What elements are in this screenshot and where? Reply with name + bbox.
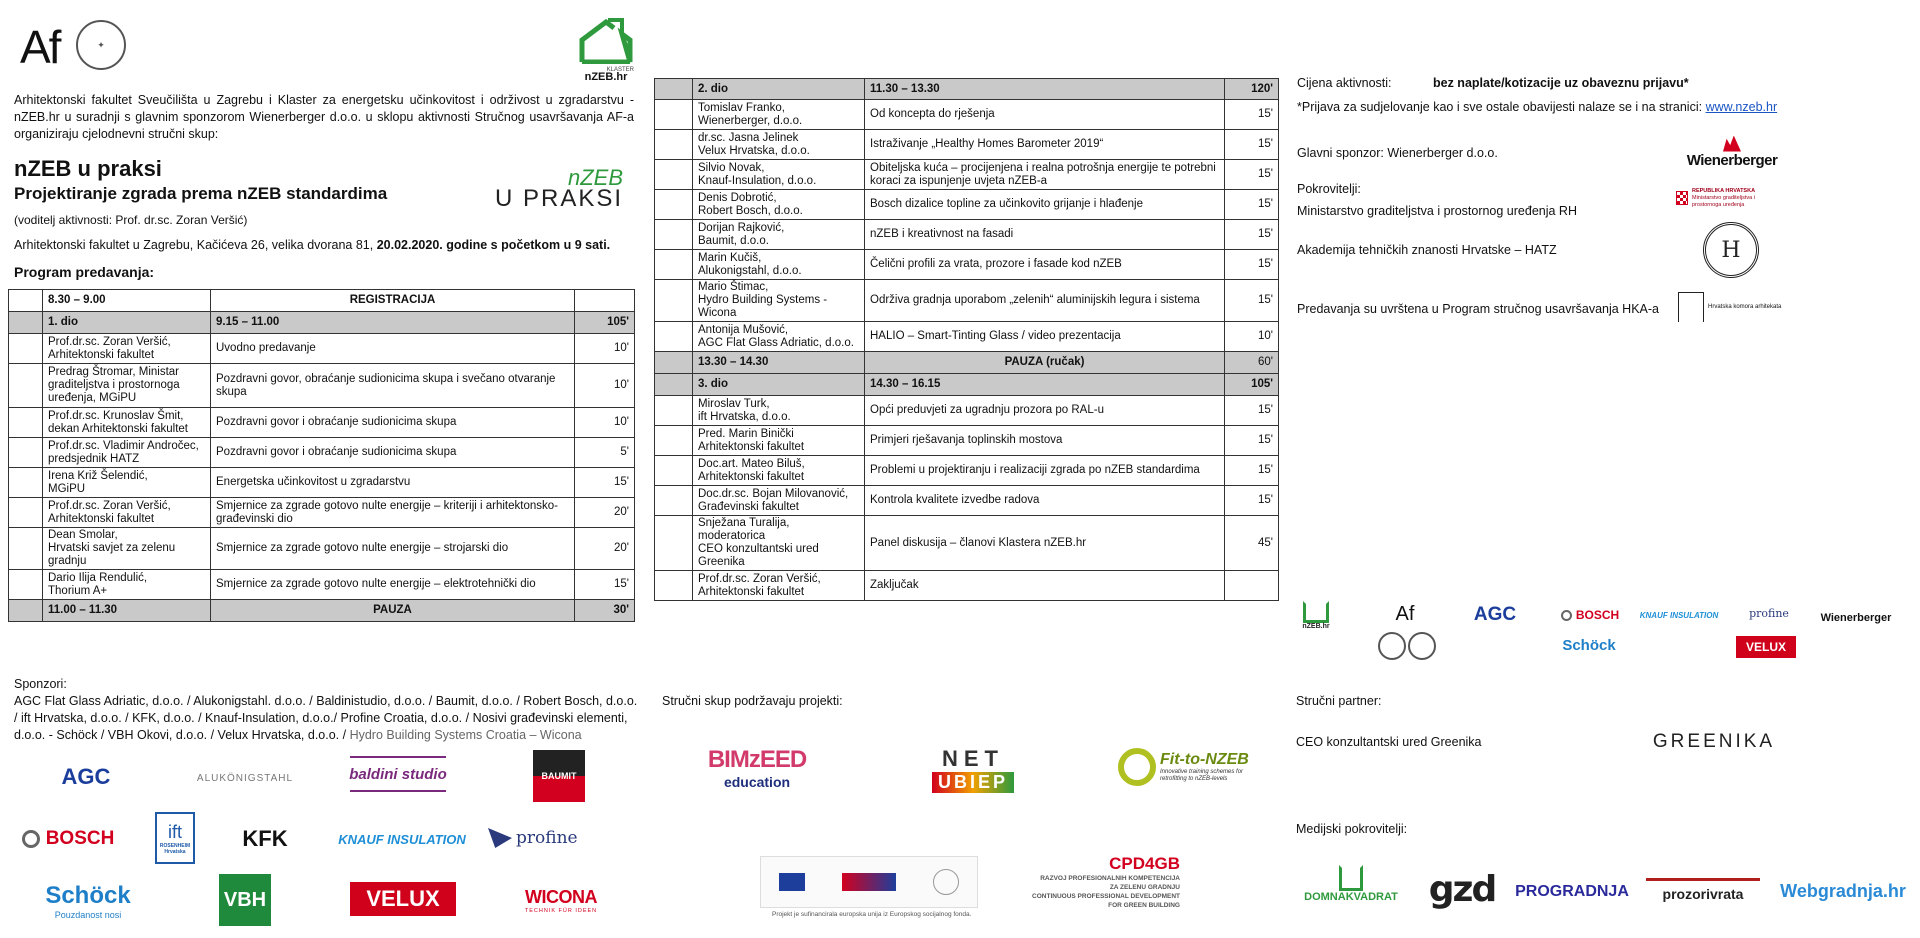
speaker-cell: Miroslav Turk, ift Hrvatska, d.o.o. <box>693 396 865 426</box>
kfk-logo: KFK <box>242 826 288 851</box>
table-row <box>655 486 1279 516</box>
topic-cell: Problemi u projektiranju i realizaciji zgrada po nZEB standardima <box>865 456 1225 486</box>
net-ubiep-logo <box>906 740 1040 798</box>
part3-time: 14.30 – 16.15 <box>865 374 1225 396</box>
strip-nzeb-logo <box>1298 596 1334 634</box>
lunch-time: 13.30 – 14.30 <box>693 352 865 374</box>
speaker-cell: Marin Kučiš, Alukonigstahl, d.o.o. <box>693 250 865 280</box>
part3-label: 3. dio <box>693 374 865 396</box>
row-number-cell <box>9 498 43 528</box>
minutes-cell: 15' <box>575 570 635 600</box>
strip-seals-icon <box>1378 632 1406 660</box>
speaker-cell: Dean Smolar, Hrvatski savjet za zelenu gradnju <box>43 528 211 570</box>
pause-row <box>9 600 635 622</box>
bosch-logo <box>18 824 118 854</box>
minutes-cell: 15' <box>1225 456 1279 486</box>
minutes-cell: 10' <box>575 334 635 364</box>
strip-nzeb-icon <box>1303 601 1329 623</box>
speaker-cell: Tomislav Franko, Wienerberger, d.o.o. <box>693 100 865 130</box>
table-row <box>9 334 635 364</box>
register-link[interactable]: www.nzeb.hr <box>1705 100 1778 114</box>
minutes-cell: 20' <box>575 498 635 528</box>
bosch-icon <box>22 830 40 848</box>
profine-icon <box>488 828 512 848</box>
topic-cell: Pozdravni govor i obraćanje sudionicima skupa <box>211 438 575 468</box>
part2-header-row <box>655 79 1279 100</box>
speaker-cell: Predrag Štromar, Ministar graditeljstva i prostornoga uređenja, MGiPU <box>43 364 211 408</box>
speaker-cell: Dorijan Rajković, Baumit, d.o.o. <box>693 220 865 250</box>
domnakvadrat-logo <box>1296 858 1406 910</box>
main-sponsor: Glavni sponzor: Wienerberger d.o.o. <box>1297 146 1498 160</box>
speaker-cell: Prof.dr.sc. Vladimir Andročec, predsjednik HATZ <box>43 438 211 468</box>
cpd4gb-line4: FOR GREEN BUILDING <box>1108 902 1180 909</box>
fit-to-nzeb-tag: Innovative training schemes for retrofitting to nZEB-levels <box>1160 769 1244 782</box>
minutes-cell: 15' <box>1225 100 1279 130</box>
table-row <box>655 250 1279 280</box>
row-number-cell <box>655 130 693 160</box>
ift-text: ift <box>167 821 182 842</box>
speaker-cell: Prof.dr.sc. Zoran Veršić, Arhitektonski fakultet <box>43 498 211 528</box>
minutes-cell: 15' <box>1225 426 1279 456</box>
projects-label: Stručni skup podržavaju projekti: <box>662 694 843 708</box>
partner-label: Stručni partner: <box>1296 694 1382 708</box>
event-date: 20.02.2020. godine s početkom u 9 sati. <box>376 238 611 252</box>
baldini-studio-logo: baldini studio <box>350 756 446 792</box>
minutes-cell: 10' <box>1225 322 1279 352</box>
row-number-cell <box>9 570 43 600</box>
ift-tag: ROSENHEIM Hrvatska <box>159 842 191 855</box>
eu-caption: Projekt je sufinancirala europska unija iz Europskog socijalnog fonda. <box>772 911 972 918</box>
minutes-cell: 10' <box>575 364 635 408</box>
cpd4gb-line1: RAZVOJ PROFESIONALNIH KOMPETENCIJA <box>1040 875 1180 882</box>
vbh-logo: VBH <box>219 874 271 926</box>
croatia-coat-icon <box>1676 191 1688 205</box>
minutes-cell: 45' <box>1225 516 1279 571</box>
topic-cell: Primjeri rješavanja toplinskih mostova <box>865 426 1225 456</box>
row-number-cell <box>655 250 693 280</box>
sponsors-text: AGC Flat Glass Adriatic, d.o.o. / Alukonigstahl. d.o.o. / Baldinistudio, d.o.o. / Baumit, d.o.o. / Robert Bosch, d.o.o. / ift Hrvatska, d.o.o. / KFK, d.o.o. / Knauf-Insulation, d.o.o./ Profine Croatia, d.o.o. / Nosivi građevinski elementi, d.o.o. - Schöck / VBH Okovi, d.o.o. / Velux Hrvatska, d.o.o. / <box>14 694 638 742</box>
cpd4gb-line3: CONTINUOUS PROFESSIONAL DEVELOPMENT <box>1032 893 1180 900</box>
topic-cell: Od koncepta do rješenja <box>865 100 1225 130</box>
row-number-cell <box>9 438 43 468</box>
patrons-label: Pokrovitelji: <box>1297 182 1361 196</box>
row-number-cell <box>655 571 693 601</box>
table-row <box>655 280 1279 322</box>
topic-cell: Istraživanje „Healthy Homes Barometer 2019“ <box>865 130 1225 160</box>
strip-seal2-icon <box>1408 632 1436 660</box>
part1-time: 9.15 – 11.00 <box>211 312 575 334</box>
strip-wienerberger-logo: Wienerberger <box>1820 612 1892 624</box>
speaker-cell: Prof.dr.sc. Zoran Veršić, Arhitektonski fakultet <box>693 571 865 601</box>
topic-cell: Uvodno predavanje <box>211 334 575 364</box>
table-row <box>9 498 635 528</box>
speaker-cell: Irena Križ Šelendić, MGiPU <box>43 468 211 498</box>
minutes-cell <box>1225 571 1279 601</box>
speaker-cell: Prof.dr.sc. Zoran Veršić, Arhitektonski fakultet <box>43 334 211 364</box>
table-row <box>9 408 635 438</box>
event-title: nZEB u praksi <box>14 156 162 181</box>
domnakvadrat-text: DOMNAKVADRAT <box>1304 891 1398 903</box>
cpd4gb-title: CPD4GB <box>1109 854 1180 873</box>
minutes-cell: 10' <box>575 408 635 438</box>
fit-to-nzeb-logo <box>1118 740 1268 794</box>
wienerberger-logo-text: Wienerberger <box>1686 151 1778 169</box>
row-number-cell <box>9 364 43 408</box>
fit-to-nzeb-text-group <box>1160 751 1264 783</box>
part3-minutes: 105' <box>1225 374 1279 396</box>
nzeb-logo-label: nZEB.hr <box>584 71 628 83</box>
bim-zeed-logo <box>696 738 818 798</box>
knauf-insulation-logo: KNAUF INSULATION <box>338 831 466 847</box>
row-number-cell <box>655 220 693 250</box>
webgradnja-logo: Webgradnja.hr <box>1780 880 1906 901</box>
mgipu-logo <box>1676 186 1786 210</box>
speaker-cell: Prof.dr.sc. Krunoslav Šmit, dekan Arhitektonski fakultet <box>43 408 211 438</box>
alukonigstahl-logo: ALUKÖNIGSTAHL <box>196 772 294 784</box>
program-heading: Program predavanja: <box>14 264 155 280</box>
gzd-logo: gzd <box>1428 868 1496 910</box>
topic-cell: Čelični profili za vrata, prozore i fasade kod nZEB <box>865 250 1225 280</box>
topic-cell: Pozdravni govor, obraćanje sudionicima skupa i svečano otvaranje skupa <box>211 364 575 408</box>
registration-row <box>9 290 635 312</box>
pause-minutes: 30' <box>575 600 635 622</box>
bosch-text: BOSCH <box>45 828 115 849</box>
mgipu-line1: REPUBLIKA HRVATSKA <box>1692 187 1756 194</box>
hka-mark-icon <box>1678 292 1704 322</box>
minutes-cell: 15' <box>1225 486 1279 516</box>
topic-cell: Smjernice za zgrade gotovo nulte energije – elektrotehnički dio <box>211 570 575 600</box>
strip-profine-logo: profine <box>1749 606 1789 620</box>
minutes-cell: 20' <box>575 528 635 570</box>
university-seal-icon: ✦ <box>76 20 126 70</box>
speaker-cell: Antonija Mušović, AGC Flat Glass Adriatic, d.o.o. <box>693 322 865 352</box>
row-number-cell <box>655 426 693 456</box>
part1-label: 1. dio <box>43 312 211 334</box>
strip-bosch-icon <box>1561 610 1572 621</box>
strip-schock-logo: Schöck <box>1562 636 1616 654</box>
pause-label: PAUZA <box>211 600 575 622</box>
part1-header-row <box>9 312 635 334</box>
topic-cell: Energetska učinkovitost u zgradarstvu <box>211 468 575 498</box>
table-row <box>9 364 635 408</box>
upraksi-top: nZEB <box>568 165 624 190</box>
strip-bosch-logo <box>1554 604 1626 626</box>
bim-zeed-text: BIMzEED <box>707 746 807 773</box>
price-value: bez naplate/kotizacije uz obaveznu prijavu* <box>1433 76 1689 90</box>
eu-funds-logo-strip <box>760 856 978 908</box>
mgipu-line2: Ministarstvo graditeljstva i prostornoga uređenja <box>1692 194 1755 208</box>
agc-logo: AGC <box>61 764 111 789</box>
cpd4gb-line2: ZA ZELENU GRADNJU <box>1109 884 1180 891</box>
row-number-cell <box>655 160 693 190</box>
row-number-cell <box>655 396 693 426</box>
strip-agc-logo: AGC <box>1473 604 1517 625</box>
topic-cell: HALIO – Smart-Tinting Glass / video prezentacija <box>865 322 1225 352</box>
table-row <box>655 130 1279 160</box>
minutes-cell: 15' <box>1225 220 1279 250</box>
row-number-cell <box>655 100 693 130</box>
nzeb-house-icon <box>578 18 634 64</box>
minutes-cell: 15' <box>1225 280 1279 322</box>
intro-paragraph: Arhitektonski fakultet Sveučilišta u Zagrebu i Klaster za energetsku učinkovitost i održivost u zgradarstvu - nZEB.hr u suradnji s glavnim sponzorom Wienerberger d.o.o. u sklopu aktivnosti Stručnog usavršavanja AF-a organiziraju cjelodnevni stručni skup: <box>14 93 634 141</box>
net-ubiep-top: NET <box>942 745 1004 771</box>
fit-to-nzeb-title: Fit-to-NZEB <box>1160 751 1249 768</box>
program-table-part1 <box>8 289 635 622</box>
upraksi-bottom: U PRAKSI <box>495 185 624 212</box>
topic-cell: nZEB i kreativnost na fasadi <box>865 220 1225 250</box>
part2-label: 2. dio <box>693 79 865 100</box>
table-row <box>655 516 1279 571</box>
part3-header-row <box>655 374 1279 396</box>
bim-zeed-sub: education <box>723 774 791 790</box>
speaker-cell: Dario Ilija Rendulić, Thorium A+ <box>43 570 211 600</box>
wicona-tag: TECHNIK FÜR IDEEN <box>524 907 598 914</box>
sponsors-block <box>14 676 642 744</box>
schock-text: Schöck <box>45 882 131 909</box>
part1-minutes: 105' <box>575 312 635 334</box>
event-place-text: Arhitektonski fakultet u Zagrebu, Kačićeva 26, velika dvorana 81, <box>14 238 374 252</box>
wienerberger-mark-icon <box>1723 136 1741 152</box>
greenika-logo: GREENIKA <box>1652 731 1776 752</box>
table-row <box>9 468 635 498</box>
patron-hatz: Akademija tehničkih znanosti Hrvatske – HATZ <box>1297 243 1557 257</box>
table-row <box>655 571 1279 601</box>
program-table-part2 <box>654 78 1279 601</box>
speaker-cell: Snježana Turalija, moderatorica CEO konzultantski ured Greenika <box>693 516 865 571</box>
register-note <box>1297 100 1777 114</box>
topic-cell: Održiva gradnja uporabom „zelenih“ aluminijskih legura i sistema <box>865 280 1225 322</box>
sponsors-text-grey: Hydro Building Systems Croatia – Wicona <box>349 728 582 742</box>
table-row <box>9 528 635 570</box>
speaker-cell: Doc.art. Mateo Biluš, Arhitektonski fakultet <box>693 456 865 486</box>
table-row <box>655 100 1279 130</box>
table-row <box>655 220 1279 250</box>
wienerberger-logo <box>1672 132 1792 172</box>
sponsors-label: Sponzori: <box>14 677 67 691</box>
part2-time: 11.30 – 13.30 <box>865 79 1225 100</box>
row-number-cell <box>655 456 693 486</box>
mgipu-logo-text <box>1692 188 1782 209</box>
wicona-text: WICONA <box>525 886 597 907</box>
lunch-row <box>655 352 1279 374</box>
af-logo: Af <box>20 21 60 73</box>
table-row <box>9 570 635 600</box>
table-row <box>9 438 635 468</box>
price-label: Cijena aktivnosti: <box>1297 76 1392 90</box>
speaker-cell: Pred. Marin Binički Arhitektonski fakultet <box>693 426 865 456</box>
speaker-cell: Doc.dr.sc. Bojan Milovanović, Građevinski fakultet <box>693 486 865 516</box>
table-row <box>655 322 1279 352</box>
pause-time: 11.00 – 11.30 <box>43 600 211 622</box>
activity-leader: (voditelj aktivnosti: Prof. dr.sc. Zoran Veršić) <box>14 213 248 227</box>
eu-structural-funds-icon <box>842 873 896 891</box>
lunch-label: PAUZA (ručak) <box>865 352 1225 374</box>
minutes-cell: 15' <box>575 468 635 498</box>
minutes-cell: 15' <box>1225 396 1279 426</box>
hka-logo <box>1678 292 1798 322</box>
minutes-cell: 15' <box>1225 130 1279 160</box>
nzeb-klaster-label: KLASTER <box>606 67 634 73</box>
progradnja-logo: PROGRADNJA <box>1515 883 1629 900</box>
topic-cell: Smjernice za zgrade gotovo nulte energije – kriteriji i arhitektonsko-građevinski dio <box>211 498 575 528</box>
schock-logo <box>38 878 138 924</box>
prozorivrata-logo: prozorivrata <box>1646 878 1760 906</box>
topic-cell: Bosch dizalice topline za učinkovito grijanje i hlađenje <box>865 190 1225 220</box>
ift-logo <box>155 812 195 864</box>
media-label: Medijski pokrovitelji: <box>1296 822 1408 836</box>
minutes-cell: 15' <box>1225 160 1279 190</box>
topic-cell: Kontrola kvalitete izvedbe radova <box>865 486 1225 516</box>
strip-af-logo: Af <box>1395 602 1415 625</box>
patron-ministry: Ministarstvo graditeljstva i prostornog uređenja RH <box>1297 204 1577 218</box>
minutes-cell: 15' <box>1225 190 1279 220</box>
row-number-cell <box>655 322 693 352</box>
wicona-logo <box>510 884 612 916</box>
speaker-cell: Silvio Novak, Knauf-Insulation, d.o.o. <box>693 160 865 190</box>
speaker-cell: Mario Štimac, Hydro Building Systems - Wicona <box>693 280 865 322</box>
strip-knauf-logo: KNAUF INSULATION <box>1639 610 1719 620</box>
strip-velux-logo: VELUX <box>1736 636 1796 658</box>
topic-cell: Zaključak <box>865 571 1225 601</box>
schock-tag: Pouzdanost nosi <box>54 910 122 920</box>
eu-flag-icon <box>779 873 805 891</box>
domnakvadrat-icon <box>1339 865 1363 891</box>
row-number-cell <box>9 408 43 438</box>
minutes-cell: 15' <box>1225 250 1279 280</box>
cpd4gb-logo <box>1010 854 1180 910</box>
row-number-cell <box>655 486 693 516</box>
hatz-seal-icon: H <box>1703 222 1759 278</box>
minutes-cell: 5' <box>575 438 635 468</box>
table-row <box>655 426 1279 456</box>
velux-logo: VELUX <box>350 882 456 916</box>
hka-logo-text: Hrvatska komora arhitekata <box>1708 304 1782 310</box>
row-number-cell <box>9 334 43 364</box>
row-number-cell <box>655 190 693 220</box>
fit-to-nzeb-icon <box>1118 748 1156 786</box>
profine-text: profine <box>516 828 578 848</box>
row-number-cell <box>655 280 693 322</box>
speaker-cell: Denis Dobrotić, Robert Bosch, d.o.o. <box>693 190 865 220</box>
row-number-cell <box>9 468 43 498</box>
table-row <box>655 396 1279 426</box>
table-row <box>655 456 1279 486</box>
event-place <box>14 238 610 252</box>
registration-label: REGISTRACIJA <box>211 290 575 312</box>
nzeb-u-praksi-logo <box>495 165 624 212</box>
row-number-cell <box>9 528 43 570</box>
table-row <box>655 190 1279 220</box>
net-ubiep-bottom: UBIEP <box>932 772 1014 793</box>
part2-minutes: 120' <box>1225 79 1279 100</box>
profine-logo <box>488 812 602 864</box>
topic-cell: Panel diskusija – članovi Klastera nZEB.hr <box>865 516 1225 571</box>
table-row <box>655 160 1279 190</box>
row-number-cell <box>655 516 693 571</box>
nzeb-logo <box>578 18 634 82</box>
topic-cell: Opći preduvjeti za ugradnju prozora po RAL-u <box>865 396 1225 426</box>
topic-cell: Pozdravni govor i obraćanje sudionicima skupa <box>211 408 575 438</box>
speaker-cell: dr.sc. Jasna Jelinek Velux Hrvatska, d.o.o. <box>693 130 865 160</box>
topic-cell: Obiteljska kuća – procijenjena i realna potrošnja energije te potrebni koraci za ispunjenje uvjeta nZEB-a <box>865 160 1225 190</box>
strip-nzeb-label: nZEB.hr <box>1302 622 1330 630</box>
hka-note: Predavanja su uvrštena u Program stručnog usavršavanja HKA-a <box>1297 302 1659 316</box>
registration-time: 8.30 – 9.00 <box>43 290 211 312</box>
esf-icon <box>933 869 959 895</box>
partner-name: CEO konzultantski ured Greenika <box>1296 735 1482 749</box>
topic-cell: Smjernice za zgrade gotovo nulte energije – strojarski dio <box>211 528 575 570</box>
lunch-minutes: 60' <box>1225 352 1279 374</box>
baumit-logo: BAUMIT <box>533 750 585 802</box>
event-subtitle: Projektiranje zgrada prema nZEB standardima <box>14 184 388 203</box>
register-note-text: *Prijava za sudjelovanje kao i sve ostale obavijesti nalaze se i na stranici: <box>1297 100 1703 114</box>
strip-bosch-text: BOSCH <box>1575 608 1620 622</box>
